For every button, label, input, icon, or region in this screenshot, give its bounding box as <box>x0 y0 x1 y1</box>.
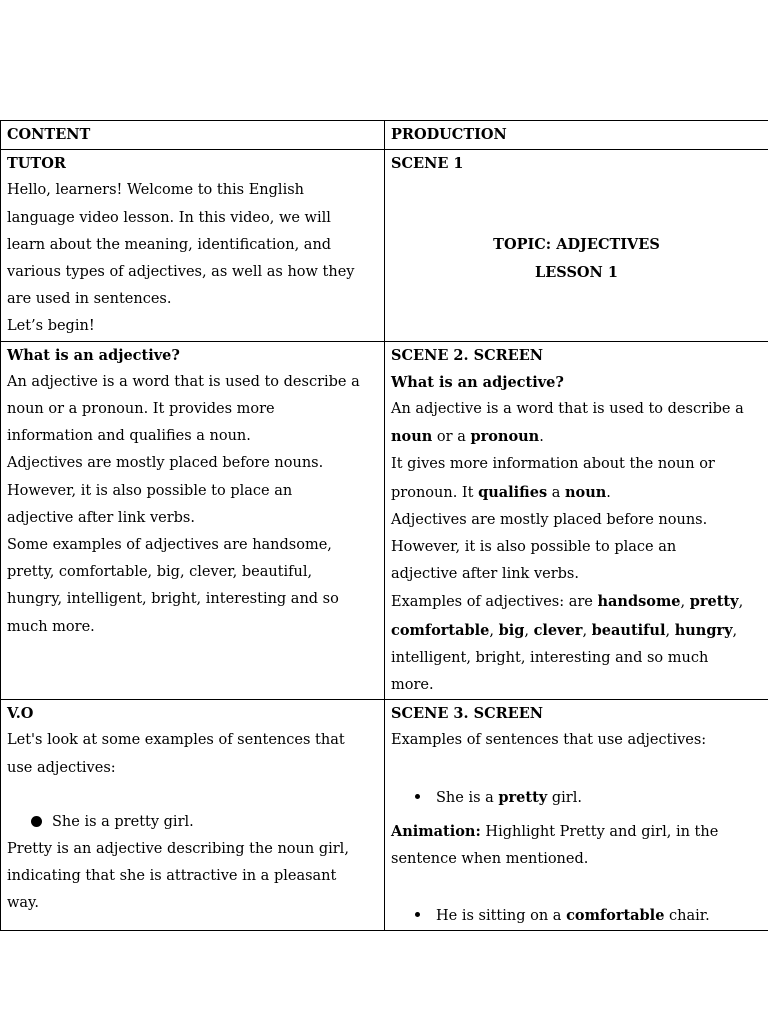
scene2-line: Adjectives are mostly placed before nouns. <box>391 511 708 528</box>
adjective-line: pretty, comfortable, big, clever, beautiful, <box>7 564 313 581</box>
keyword: qualifies <box>478 483 548 501</box>
vo-line: way. <box>7 895 39 912</box>
text: Highlight Pretty and girl, in the <box>480 823 719 840</box>
text: , <box>738 594 744 611</box>
scene3-line: Examples of sentences that use adjectives: <box>391 732 707 749</box>
adjective-line: Some examples of adjectives are handsome, <box>7 537 332 554</box>
bullet-icon <box>415 794 420 799</box>
scene2-line: However, it is also possible to place an <box>391 539 677 556</box>
text: , <box>524 622 534 639</box>
text: or a <box>432 429 471 446</box>
scene2-line <box>391 588 762 616</box>
text: , <box>582 622 592 639</box>
vo-cell <box>1 700 385 931</box>
vo-line: indicating that she is attractive in a pleasant <box>7 868 337 885</box>
adjective-line: adjective after link verbs. <box>7 509 195 526</box>
text: She is a <box>436 789 499 806</box>
adjective-content-cell <box>1 341 385 700</box>
keyword: big <box>498 621 525 639</box>
scene3-bullet-item <box>391 784 762 812</box>
keyword: comfortable <box>391 621 490 639</box>
scene1-cell <box>385 150 768 341</box>
tutor-title: TUTOR <box>7 155 66 173</box>
keyword: handsome <box>597 593 681 611</box>
text: pronoun. It <box>391 484 479 501</box>
vo-row <box>1 700 768 931</box>
vo-title: V.O <box>7 705 34 723</box>
adjective-line: However, it is also possible to place an <box>7 482 293 499</box>
animation-note <box>391 818 762 846</box>
scene2-line: intelligent, bright, interesting and so much <box>391 649 709 666</box>
scene3-bullet-item <box>391 902 762 930</box>
text: He is sitting on a <box>436 908 567 925</box>
content-header-cell <box>1 121 385 150</box>
vo-line: Pretty is an adjective describing the noun girl, <box>7 841 349 858</box>
adjective-line: noun or a pronoun. It provides more <box>7 401 275 418</box>
scene2-line: more. <box>391 677 434 694</box>
adjective-line: information and qualifies a noun. <box>7 428 251 445</box>
text: . <box>539 429 544 446</box>
scene2-line: An adjective is a word that is used to describe a <box>391 401 744 418</box>
content-header: CONTENT <box>7 126 91 143</box>
scene2-line: It gives more information about the noun or <box>391 456 715 473</box>
scene2-cell <box>385 341 768 700</box>
adjective-line: Adjectives are mostly placed before nouns. <box>7 455 324 472</box>
text: , <box>732 622 738 639</box>
keyword: pretty <box>689 593 739 611</box>
keyword: noun <box>564 483 607 501</box>
vo-line: use adjectives: <box>7 759 116 776</box>
topic-title: TOPIC: ADJECTIVES <box>493 236 660 254</box>
animation-note-line: sentence when mentioned. <box>391 851 589 868</box>
scene2-subtitle: What is an adjective? <box>391 373 564 391</box>
adjective-line: An adjective is a word that is used to describe a <box>7 373 360 390</box>
scene2-line <box>391 423 762 451</box>
animation-label: Animation: <box>391 822 481 840</box>
keyword: pronoun <box>470 428 540 446</box>
bullet-text: She is a pretty girl. <box>52 813 194 830</box>
adjective-line: hungry, intelligent, bright, interesting and so <box>7 591 339 608</box>
tutor-cell <box>1 150 385 341</box>
tutor-line: learn about the meaning, identification, and <box>7 236 332 253</box>
tutor-line: various types of adjectives, as well as how they <box>7 264 355 281</box>
tutor-row <box>1 150 768 341</box>
scene3-cell <box>385 700 768 931</box>
scene2-line: adjective after link verbs. <box>391 566 579 583</box>
scene2-line <box>391 617 762 645</box>
keyword: pretty <box>498 788 548 806</box>
text: Examples of adjectives: are <box>391 594 598 611</box>
lesson-script-table <box>0 120 768 931</box>
adjective-line: much more. <box>7 618 95 635</box>
tutor-line: are used in sentences. <box>7 291 172 308</box>
keyword: noun <box>391 428 433 446</box>
tutor-line: Hello, learners! Welcome to this English <box>7 182 304 199</box>
text: chair. <box>664 908 710 925</box>
bullet-icon <box>31 816 42 827</box>
bullet-icon <box>415 912 420 917</box>
production-header: PRODUCTION <box>391 126 507 143</box>
header-row <box>1 121 768 150</box>
text: , <box>489 622 499 639</box>
keyword: comfortable <box>566 907 665 925</box>
scene1-title: SCENE 1 <box>391 155 464 173</box>
text: . <box>606 484 611 501</box>
text: , <box>680 594 690 611</box>
adjective-heading: What is an adjective? <box>7 346 180 364</box>
scene3-title: SCENE 3. SCREEN <box>391 705 544 723</box>
keyword: hungry <box>674 621 733 639</box>
adjective-row <box>1 341 768 700</box>
vo-line: Let's look at some examples of sentences that <box>7 732 345 749</box>
scene2-line <box>391 479 762 507</box>
lesson-title: LESSON 1 <box>535 263 618 281</box>
keyword: beautiful <box>591 621 666 639</box>
tutor-line: language video lesson. In this video, we will <box>7 209 331 226</box>
vo-bullet-item <box>7 809 378 836</box>
text: , <box>665 622 675 639</box>
scene2-title: SCENE 2. SCREEN <box>391 346 544 364</box>
text: girl. <box>547 789 582 806</box>
keyword: clever <box>533 621 583 639</box>
production-header-cell <box>385 121 768 150</box>
tutor-line: Let’s begin! <box>7 318 95 335</box>
text: a <box>547 484 565 501</box>
